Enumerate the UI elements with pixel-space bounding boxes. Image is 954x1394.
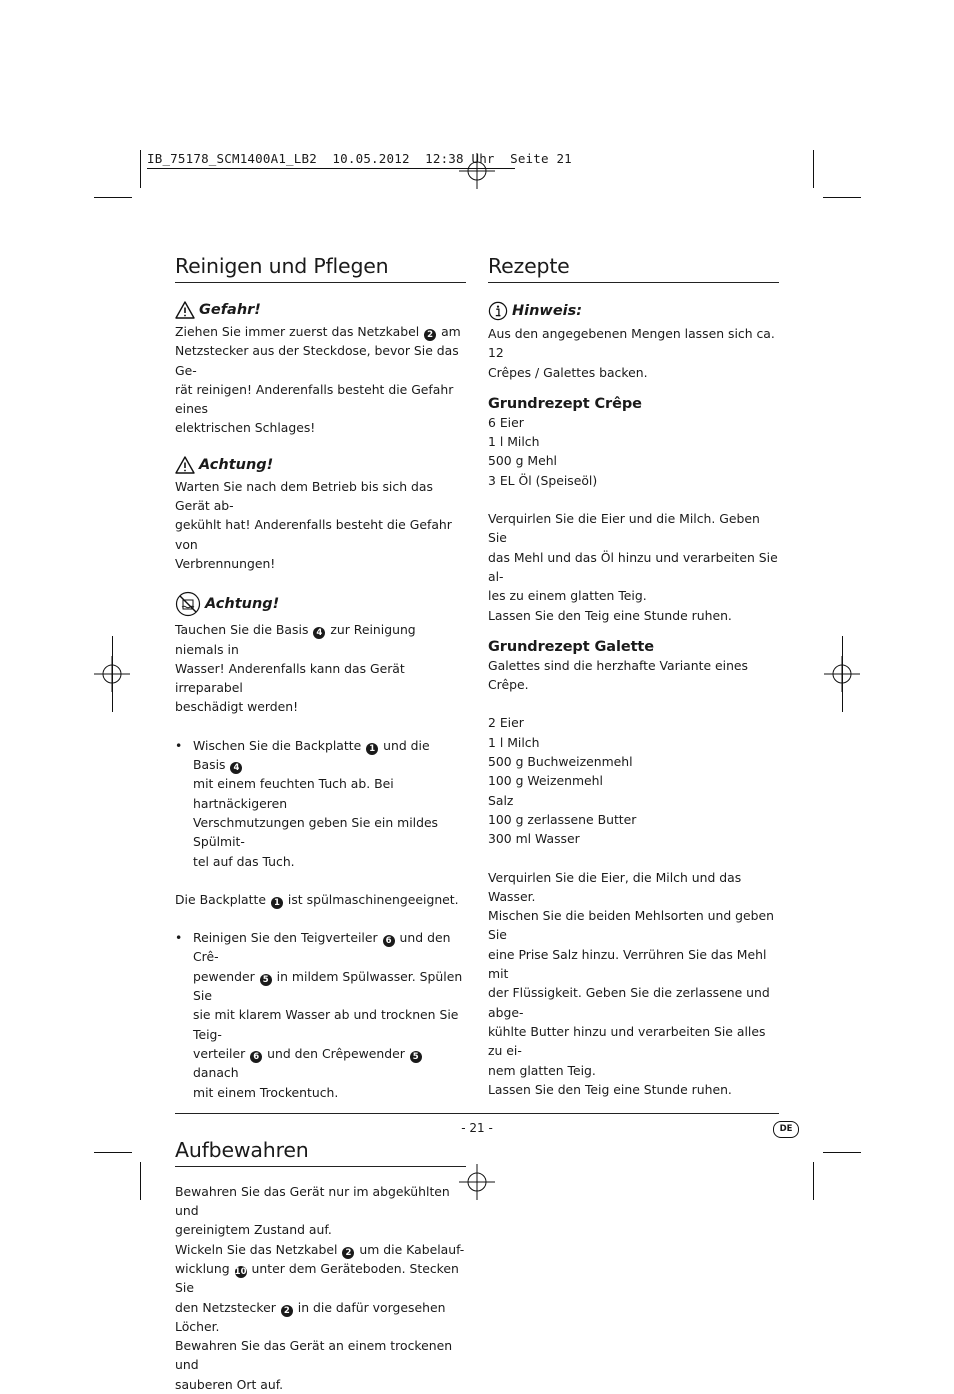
recipe-title-galette: Grundrezept Galette: [488, 638, 654, 655]
text-line: Warten Sie nach dem Betrieb bis sich das Gerät ab-: [175, 478, 433, 514]
part-number-badge: 2: [342, 1247, 354, 1259]
bullet-icon: •: [175, 930, 183, 946]
info-icon: [488, 301, 508, 321]
section-title-cleaning: Reinigen und Pflegen: [175, 254, 466, 283]
text-line: rät reinigen! Anderenfalls besteht die Gefahr eines: [175, 381, 454, 417]
text-line: les zu einem glatten Teig.: [488, 588, 647, 604]
crop-mark: [813, 1162, 814, 1200]
galette-ingredients: [488, 713, 779, 848]
section-title-storage: Aufbewahren: [175, 1138, 466, 1167]
part-number-badge: 6: [383, 935, 395, 947]
part-number-badge: 4: [230, 762, 242, 774]
text-line: den Netzstecker 2 in die dafür vorgesehen Löcher.: [175, 1299, 446, 1334]
text-line: Lassen Sie den Teig eine Stunde ruhen.: [488, 607, 732, 623]
part-number-badge: 5: [260, 974, 272, 986]
crop-mark: [823, 197, 861, 198]
text-line: das Mehl und das Öl hinzu und verarbeiten Sie al-: [488, 549, 778, 584]
warning-triangle-icon: [175, 301, 195, 319]
text-line: Wickeln Sie das Netzkabel 2 um die Kabelauf-: [175, 1241, 465, 1258]
crop-mark: [813, 150, 814, 188]
galette-steps: [488, 868, 779, 1100]
part-number-badge: 2: [281, 1305, 293, 1317]
page-number: - 21 -: [461, 1121, 493, 1135]
text-line: Bewahren Sie das Gerät an einem trockenen und: [175, 1338, 453, 1373]
ingredient: 100 g zerlassene Butter: [488, 811, 637, 827]
warning-gefahr: [175, 301, 466, 319]
warning-text-hot: [175, 477, 466, 573]
text-line: kühlte Butter hinzu und verarbeiten Sie alles zu ei-: [488, 1023, 766, 1059]
right-column: [488, 254, 779, 1099]
text-line: verteiler 6 und den Crêpewender 5 danach: [193, 1044, 466, 1083]
part-number-badge: 2: [424, 329, 436, 341]
text-line: elektrischen Schlages!: [175, 420, 316, 436]
text-line: mit einem Trockentuch.: [193, 1084, 339, 1100]
hint-box: [488, 301, 779, 321]
crop-mark: [140, 1162, 141, 1200]
text-line: Wasser! Anderenfalls kann das Gerät irreparabel: [175, 660, 405, 696]
ingredient: Salz: [488, 792, 514, 808]
print-header: IB_75178_SCM1400A1_LB2 10.05.2012 12:38 Uhr Seite 21: [147, 151, 572, 166]
bullet-icon: •: [175, 737, 183, 753]
part-number-badge: 1: [271, 897, 283, 909]
list-item: [175, 736, 466, 871]
dishwasher-note: Die Backplatte 1 ist spülmaschinengeeignet.: [175, 891, 459, 908]
crop-mark: [842, 636, 843, 712]
ingredient: 2 Eier: [488, 715, 524, 731]
text-line: der Flüssigkeit. Geben Sie die zerlassene und abge-: [488, 985, 770, 1020]
warning-title: Gefahr!: [199, 302, 261, 318]
text-line: beschädigt werden!: [175, 699, 299, 715]
text-line: Mischen Sie die beiden Mehlsorten und geben Sie: [488, 908, 774, 943]
ingredient: 1 l Milch: [488, 734, 540, 750]
text-line: tel auf das Tuch.: [193, 853, 295, 869]
crop-mark: [823, 1152, 861, 1153]
no-water-immersion-icon: [175, 591, 201, 617]
text-line: eine Prise Salz hinzu. Verrühren Sie das Mehl mit: [488, 946, 767, 982]
left-column: [175, 254, 466, 1394]
part-number-badge: 6: [250, 1051, 262, 1063]
ingredient: 500 g Buchweizenmehl: [488, 754, 633, 770]
text-line: Verschmutzungen geben Sie ein mildes Spülmit-: [193, 814, 439, 850]
warning-achtung-water: [175, 591, 466, 617]
text-line: pewender 5 in mildem Spülwasser. Spülen Sie: [193, 968, 463, 1004]
text-line: sauberen Ort auf.: [175, 1376, 284, 1392]
text-line: gekühlt hat! Anderenfalls besteht die Gefahr von: [175, 517, 452, 552]
ingredient: 100 g Weizenmehl: [488, 773, 603, 789]
crepe-steps: [488, 509, 779, 625]
ingredient: 3 EL Öl (Speiseöl): [488, 472, 598, 488]
text-line: Bewahren Sie das Gerät nur im abgekühlten und: [175, 1183, 450, 1219]
text-line: mit einem feuchten Tuch ab. Bei hartnäckigeren: [193, 776, 394, 811]
registration-mark-icon: [459, 153, 495, 189]
crop-mark: [94, 1152, 132, 1153]
ingredient: 6 Eier: [488, 414, 524, 430]
text-line: Aus den angegebenen Mengen lassen sich ca. 12: [488, 326, 775, 361]
text-line: sie mit klarem Wasser ab und trocknen Sie Teig-: [193, 1007, 459, 1042]
ingredient: 300 ml Wasser: [488, 831, 580, 847]
part-number-badge: 5: [410, 1051, 422, 1063]
text-line: Wischen Sie die Backplatte 1 und die Basis 4: [193, 737, 430, 774]
warning-text-gefahr: [175, 322, 466, 438]
galette-intro: Galettes sind die herzhafte Variante eines Crêpe.: [488, 657, 749, 693]
crop-mark: [112, 636, 113, 712]
warning-text-water: [175, 620, 466, 716]
crop-mark: [140, 150, 141, 188]
storage-text: [175, 1182, 466, 1394]
text-line: gereinigtem Zustand auf.: [175, 1222, 332, 1238]
ingredient: 1 l Milch: [488, 434, 540, 450]
text-line: Ziehen Sie immer zuerst das Netzkabel 2 am: [175, 324, 461, 340]
part-number-badge: 1: [366, 743, 378, 755]
warning-triangle-icon: [175, 456, 195, 474]
footer-rule: [175, 1113, 779, 1114]
text-line: Verquirlen Sie die Eier und die Milch. Geben Sie: [488, 511, 760, 546]
crepe-ingredients: [488, 413, 779, 490]
text-line: wicklung 10 unter dem Geräteboden. Stecken Sie: [175, 1260, 459, 1296]
text-line: Lassen Sie den Teig eine Stunde ruhen.: [488, 1081, 732, 1097]
ingredient: 500 g Mehl: [488, 453, 558, 469]
hint-text: [488, 324, 779, 382]
crop-mark: [94, 197, 132, 198]
text-line: Verquirlen Sie die Eier, die Milch und das Wasser.: [488, 869, 742, 904]
hint-title: Hinweis:: [512, 303, 583, 319]
text-line: Tauchen Sie die Basis 4 zur Reinigung niemals in: [175, 622, 416, 657]
part-number-badge: 10: [234, 1266, 247, 1277]
text-line: Netzstecker aus der Steckdose, bevor Sie das Ge-: [175, 343, 459, 378]
list-item: [175, 928, 466, 1102]
warning-title: Achtung!: [199, 456, 274, 473]
text-line: Reinigen Sie den Teigverteiler 6 und den Crê-: [193, 930, 451, 965]
text-line: nem glatten Teig.: [488, 1062, 596, 1078]
section-title-recipes: Rezepte: [488, 254, 779, 283]
text-line: Crêpes / Galettes backen.: [488, 364, 648, 380]
warning-achtung-hot: [175, 456, 466, 474]
text-line: Verbrennungen!: [175, 555, 276, 571]
warning-title: Achtung!: [205, 596, 280, 613]
part-number-badge: 4: [313, 627, 325, 639]
recipe-title-crepe: Grundrezept Crêpe: [488, 395, 642, 412]
language-badge: DE: [773, 1121, 799, 1138]
